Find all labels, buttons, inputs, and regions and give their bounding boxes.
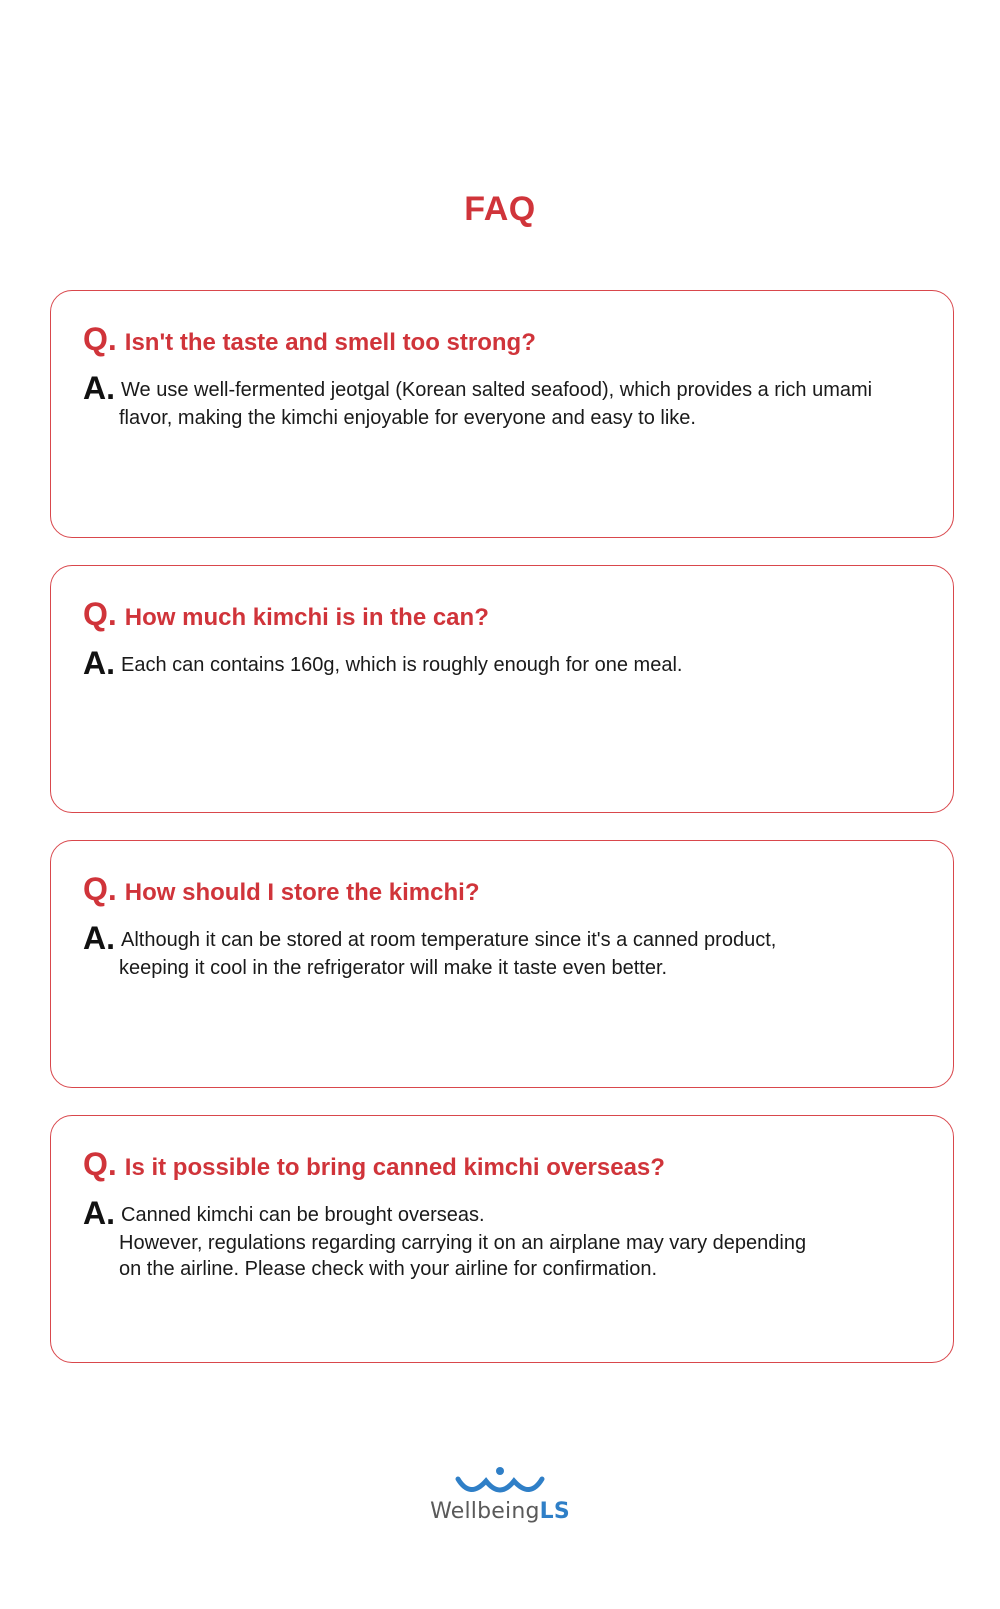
faq-question: Is it possible to bring canned kimchi overseas?	[124, 1154, 665, 1181]
brand-logo	[0, 1465, 1000, 1524]
question-marker: Q.	[83, 1146, 117, 1182]
answer-line: Each can contains 160g, which is roughly enough for one meal.	[121, 654, 683, 676]
faq-question: How should I store the kimchi?	[124, 879, 480, 906]
page-title: FAQ	[464, 190, 536, 228]
answer-line: on the airline. Please check with your airline for confirmation.	[119, 1258, 658, 1280]
faq-question-row	[83, 321, 536, 358]
faq-answer	[83, 921, 943, 981]
answer-marker: A.	[83, 370, 115, 406]
answer-line: However, regulations regarding carrying it on an airplane may vary depending	[119, 1232, 807, 1254]
answer-line: flavor, making the kimchi enjoyable for everyone and easy to like.	[119, 407, 696, 429]
faq-card-taste	[50, 290, 954, 538]
brand-suffix: LS	[539, 1499, 570, 1524]
faq-answer	[83, 1196, 943, 1282]
answer-marker: A.	[83, 1195, 115, 1231]
question-marker: Q.	[83, 596, 117, 632]
faq-card-storage	[50, 840, 954, 1088]
answer-line: We use well-fermented jeotgal (Korean salted seafood), which provides a rich umami	[121, 379, 873, 401]
answer-line: Canned kimchi can be brought overseas.	[121, 1204, 485, 1226]
faq-card-overseas	[50, 1115, 954, 1363]
question-marker: Q.	[83, 321, 117, 357]
faq-question-row	[83, 1146, 665, 1183]
question-marker: Q.	[83, 871, 117, 907]
faq-question: Isn't the taste and smell too strong?	[124, 329, 536, 356]
faq-answer	[83, 371, 943, 431]
wellbeing-ls-logo-icon	[450, 1465, 550, 1499]
answer-marker: A.	[83, 645, 115, 681]
faq-question-row	[83, 596, 489, 633]
faq-question: How much kimchi is in the can?	[124, 604, 489, 631]
answer-line: Although it can be stored at room temperature since it's a canned product,	[121, 929, 777, 951]
brand-word: Wellbeing	[430, 1499, 540, 1524]
faq-answer	[83, 646, 943, 680]
faq-card-quantity	[50, 565, 954, 813]
brand-wordmark	[0, 1499, 1000, 1524]
answer-line: keeping it cool in the refrigerator will make it taste even better.	[119, 957, 668, 979]
answer-marker: A.	[83, 920, 115, 956]
faq-question-row	[83, 871, 479, 908]
